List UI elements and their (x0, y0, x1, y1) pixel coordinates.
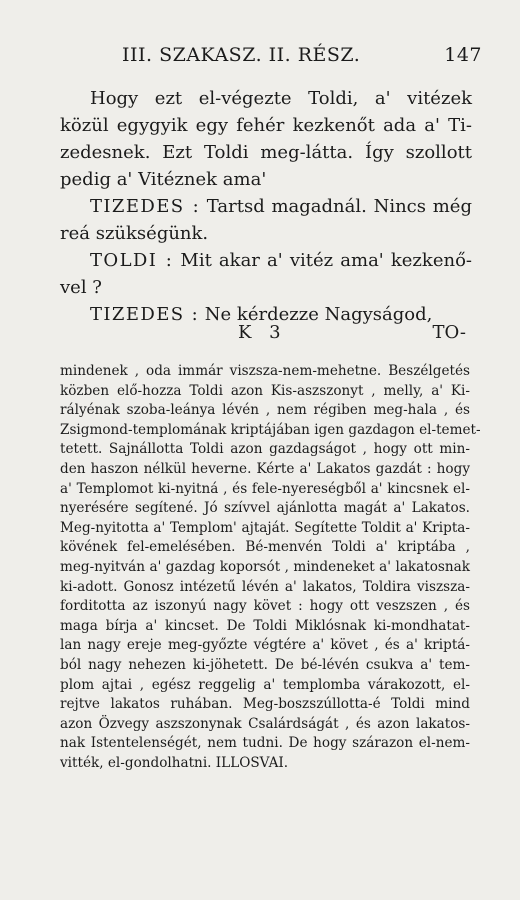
footnote-line: Meg-nyitotta a' Templom' ajtaját. Segítette Toldit a' Kripta- (60, 519, 470, 536)
footnote-line: forditotta az iszonyú nagy követ : hogy ott veszszen , és (60, 598, 470, 615)
footnote-line: Zsigmond-templomának kriptájában igen gazdagon el-temet- (60, 421, 481, 438)
speaker-name: TIZEDES : (90, 304, 200, 325)
footnote-line: mindenek , oda immár viszsza-nem-mehetne. Beszélgetés (60, 363, 470, 379)
footnote-text (60, 362, 481, 773)
footnote-line: tetett. Sajnállotta Toldi azon gazdagságot , hogy ott min- (60, 441, 470, 458)
speaker-name: TIZEDES : (90, 196, 201, 217)
dialogue-line (60, 193, 472, 247)
footnote-line: ki-adott. Gonosz intézetű lévén a' lakatos, Toldira viszsza- (60, 578, 470, 595)
footnote-line: ból nagy nehezen ki-jöhetett. De bé-lévén csukva a' tem- (60, 656, 470, 673)
speech-text: Ne kérdezze Nagyságod, (204, 304, 433, 325)
footnote-line: nak Istentelenségét, nem tudni. De hogy szárazon el-nem- (60, 735, 470, 752)
footnote-line: közben elő-hozza Toldi azon Kis-aszszonyt , melly, a' Ki- (60, 382, 470, 399)
footnote-line: lan nagy ereje meg-győzte végtére a' követ , és a' kriptá- (60, 637, 470, 654)
intro-paragraph: Hogy ezt el-végezte Toldi, a' vitézek közül egygyik egy fehér kezkenőt ada a' Ti-zedesnek. Ezt Toldi meg-látta. Így szollott pedig a' Vitéznek ama' (60, 88, 472, 190)
running-header (0, 44, 520, 74)
footnote-line: meg-nyitván a' gazdag koporsót , mindeneket a' lakatosnak (60, 558, 470, 575)
page-number: 147 (444, 44, 482, 66)
footnote-line: rejtve lakatos ruhában. Meg-boszszúllotta-é Toldi mind (60, 696, 470, 713)
footnote-line: a' Templomot ki-nyitná , és fele-nyereségből a' kincsnek el- (60, 480, 470, 497)
signature-mark: K 3 (238, 322, 287, 343)
running-title: III. SZAKASZ. II. RÉSZ. (122, 44, 361, 66)
catchword: TO- (432, 322, 466, 343)
speech-text: Tartsd magadnál. Nincs még reá szükségünk. (60, 196, 472, 244)
footnote-line: den haszon nélkül heverne. Kérte a' Lakatos gazdát : hogy (60, 460, 470, 477)
footnote-line: azon Özvegy aszszonynak Csalárdságát , és azon lakatos- (60, 715, 470, 732)
footnote-line: nyerésére segítené. Jó szívvel ajánlotta magát a' Lakatos. (60, 500, 470, 517)
speaker-name: TOLDI : (90, 250, 174, 271)
dialogue-line (60, 247, 472, 301)
footnote-line: vitték, el-gondolhatni. ILLOSVAI. (60, 754, 289, 771)
footnote-line: plom ajtai , egész reggelig a' templomba várakozott, el- (60, 676, 470, 693)
footnote-line: maga bírja a' kincset. De Toldi Miklósnak ki-mondhatat- (60, 617, 470, 634)
main-text (60, 85, 472, 328)
footnote-line: kövének fel-emelésében. Bé-menvén Toldi a' kriptába , (60, 539, 470, 556)
signature-line (60, 322, 472, 352)
speech-text: Mit akar a' vitéz ama' kezkenő-vel ? (60, 250, 472, 298)
footnote-line: rályénak szoba-leánya lévén , nem régiben meg-hala , és (60, 402, 470, 419)
